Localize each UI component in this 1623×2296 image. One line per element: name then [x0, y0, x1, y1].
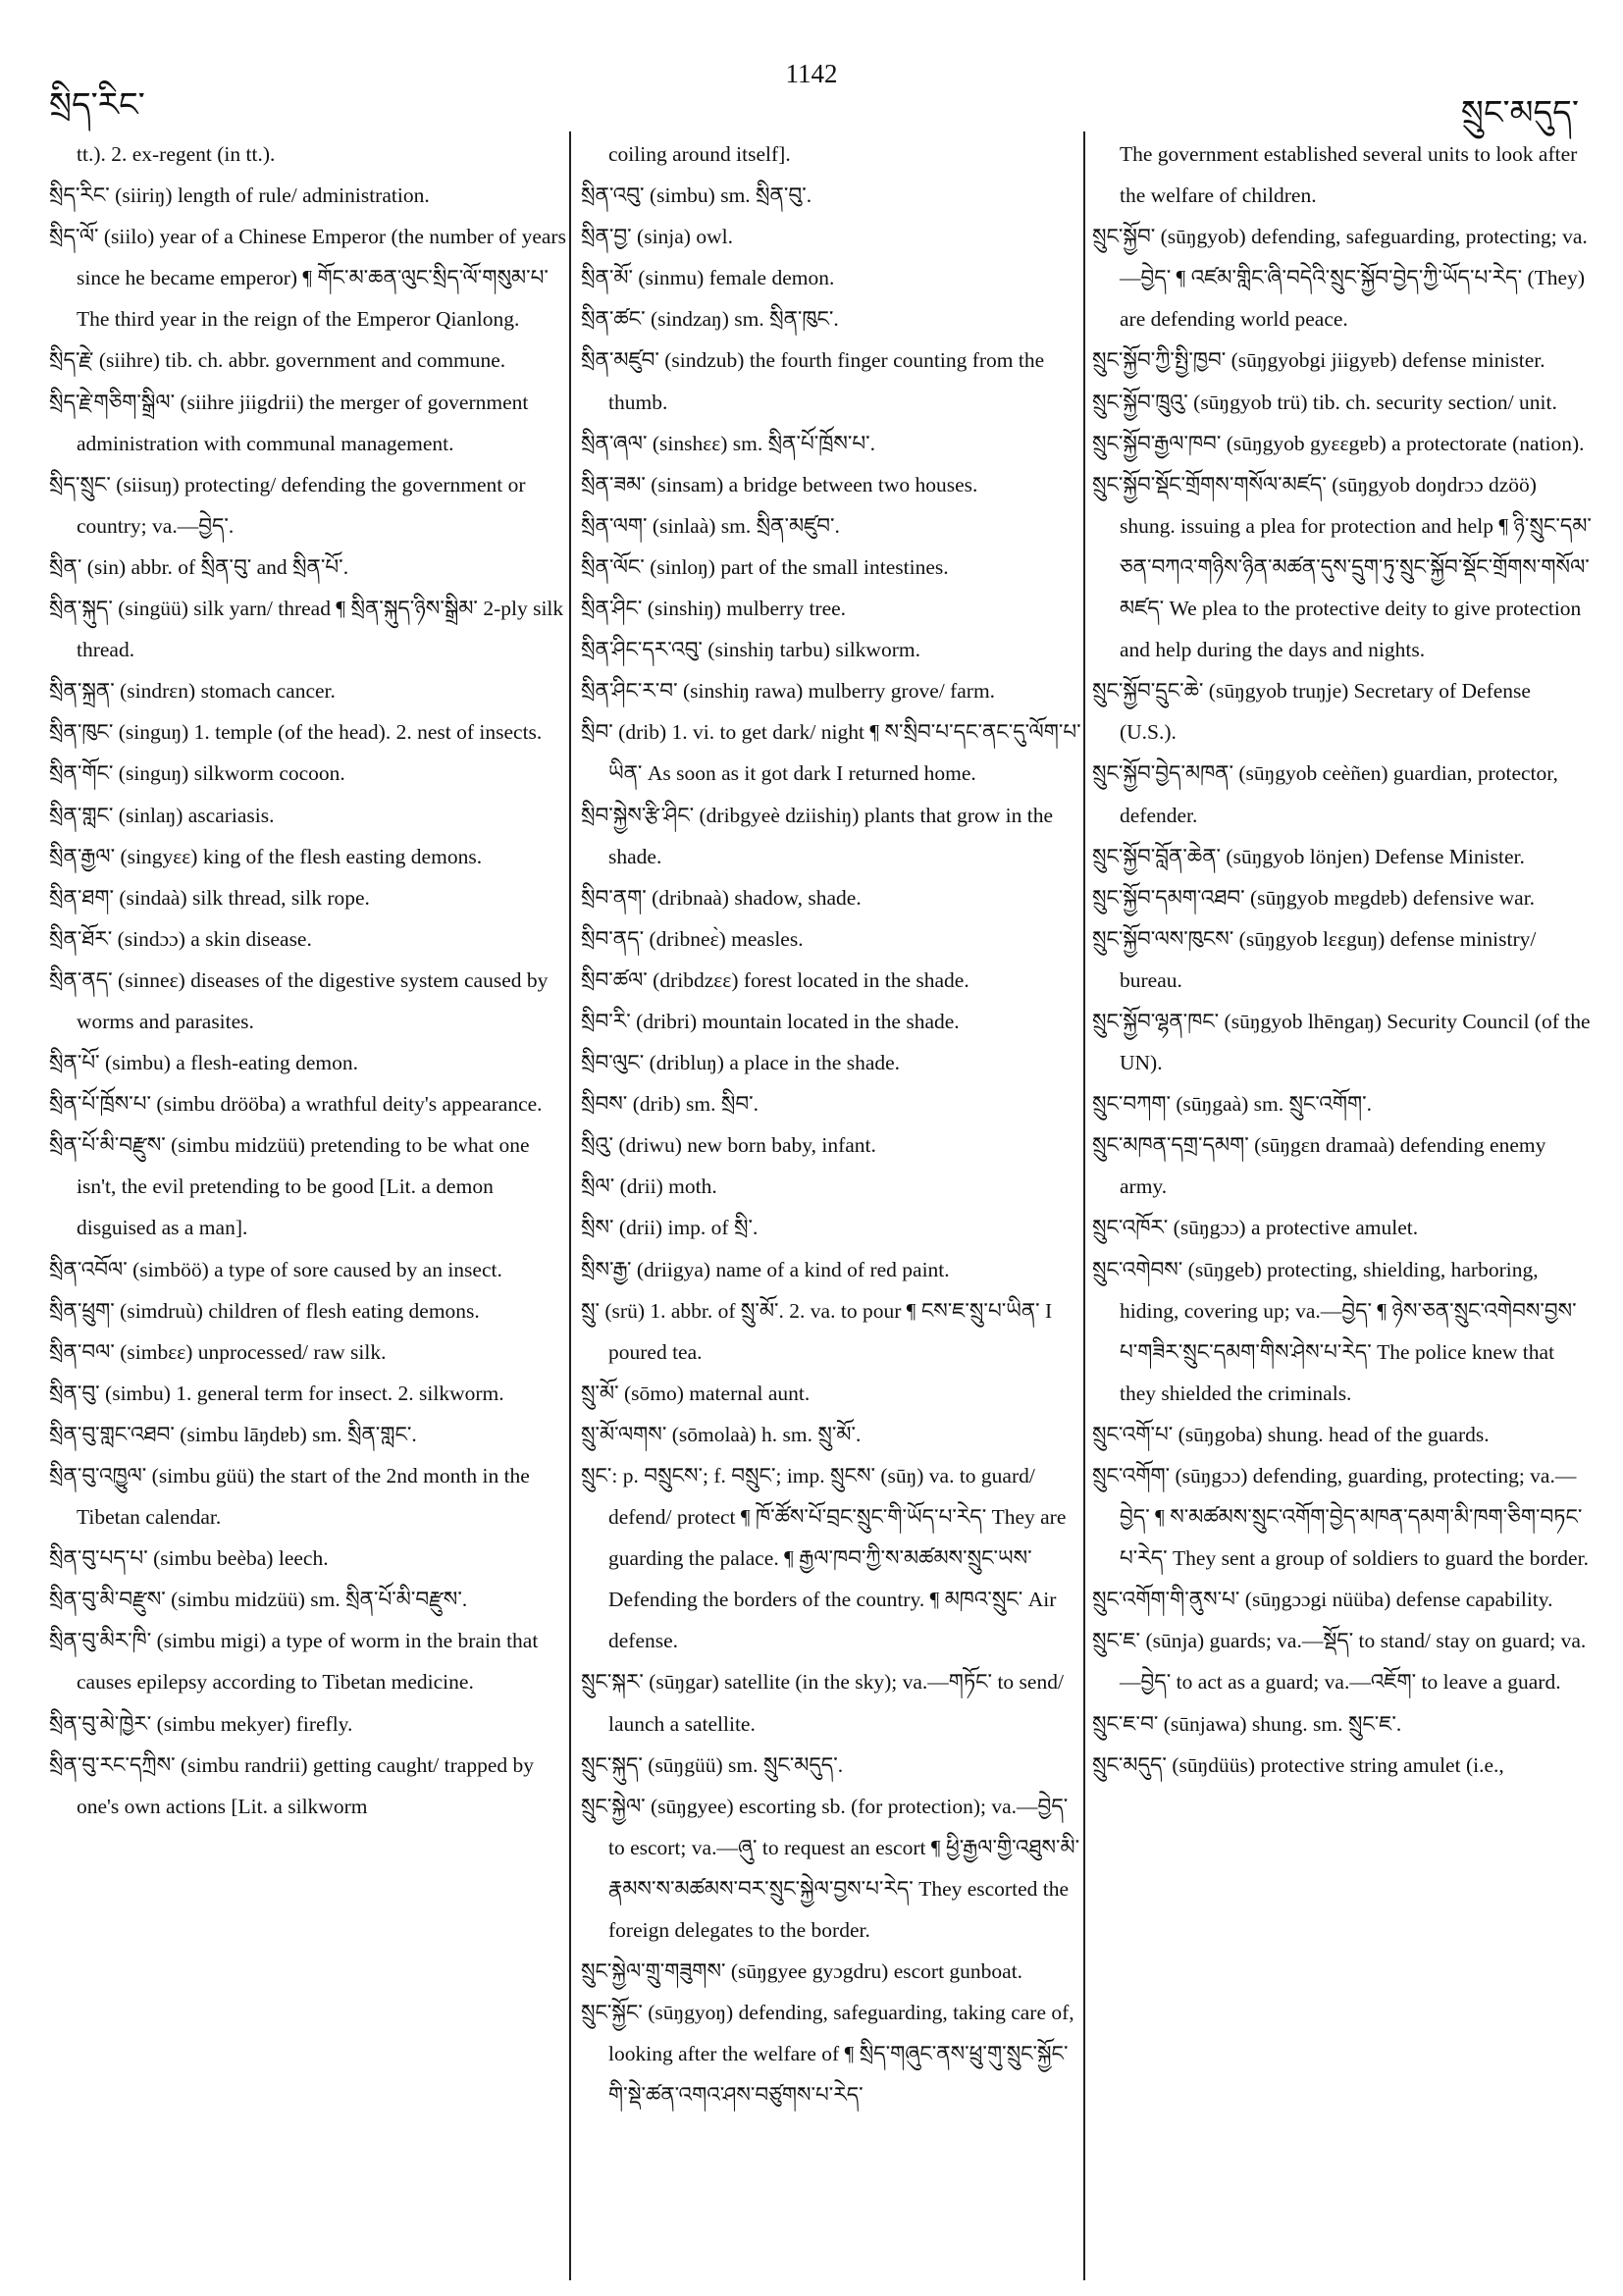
- dictionary-entry: སྲིན་གླང་ (sinlaŋ) ascariasis.: [49, 803, 275, 827]
- dictionary-entry: སྲིབ་རི་ (dribri) mountain located in the shade.: [581, 1009, 960, 1033]
- dictionary-entry: སྲུང་འགོག་གི་ནུས་པ་ (sūŋgɔɔgi nüüba) defense capability.: [1092, 1588, 1553, 1612]
- dictionary-entry: སྲུང་སྐྱོབ་དམག་འཐབ་ (sūŋgyob mɐgdɐb) defensive war.: [1092, 885, 1536, 910]
- dictionary-entry: སྲིན་འབོལ་ (simböö) a type of sore caused by an insect.: [49, 1257, 502, 1281]
- right-running-head: སྲུང་མདུད་: [1460, 93, 1579, 132]
- page-number: 1142: [785, 59, 838, 88]
- dictionary-entry: སྲུང་སྐྱོབ་ཀྱི་སྤྱི་ཁྱབ་ (sūŋgyobgi jiigyɐb) defense minister.: [1092, 348, 1545, 373]
- dictionary-entry: སྲིན་བལ་ (simbɛɛ) unprocessed/ raw silk.: [49, 1339, 387, 1364]
- dictionary-entry: སྲུ་མོ་ལགས་ (sōmolaà) h. sm. སྲུ་མོ་.: [581, 1422, 862, 1446]
- dictionary-entry: སྲིན་ཤིང་ (sinshiŋ) mulberry tree.: [581, 597, 847, 621]
- dictionary-entry: སྲུང་འགོ་པ་ (sūŋgoba) shung. head of the guards.: [1092, 1422, 1490, 1446]
- dictionary-entry: སྲུང་འགེབས་ (sūŋgeb) protecting, shielding, harboring, hiding, covering up; va.—བྱེད་ ¶ ཉེས་ཅན་སྲུང་འགེབས་བྱས་པ་གཟིར་སྲུང་དམག་གིས་ཤེས་པ་རེད་ The police knew that they shielded the criminals.: [1092, 1257, 1577, 1405]
- dictionary-entry: སྲུང་འགོག་ (sūŋgɔɔ) defending, guarding, protecting; va.—བྱེད་ ¶ ས་མཚམས་སྲུང་འགོག་བྱེད་མཁན་དམག་མི་ཁག་ཅིག་བཏང་པ་རེད་ They sent a group of soldiers to guard the border.: [1092, 1464, 1589, 1571]
- dictionary-entry: སྲིལ་ (drii) moth.: [581, 1174, 717, 1199]
- dictionary-entry: སྲུང་སྐྱོབ་བྱེད་མཁན་ (sūŋgyob ceèñen) guardian, protector, defender.: [1092, 761, 1558, 827]
- dictionary-entry: སྲུང་སྐྱོང་ (sūŋgyoŋ) defending, safeguarding, taking care of, looking after the welfare of ¶ སྲིད་གཞུང་ནས་ཕྲུ་གུ་སྲུང་སྐྱོང་གི་སྡེ་ཚན་འགའ་ཤས་བཙུགས་པ་རེད་: [581, 2001, 1074, 2108]
- dictionary-entry: སྲུ་མོ་ (sōmo) maternal aunt.: [581, 1381, 811, 1405]
- dictionary-entry: སྲུ་ (srü) 1. abbr. of སྲུ་མོ་. 2. va. to pour ¶ ངས་ཇ་སྲུ་པ་ཡིན་ I poured tea.: [581, 1298, 1053, 1364]
- dictionary-entry: སྲུང་སྐུད་ (sūŋgüü) sm. སྲུང་མདུད་.: [581, 1752, 844, 1777]
- dictionary-entry: སྲིབ་ནག་ (dribnaà) shadow, shade.: [581, 885, 862, 910]
- dictionary-entry: སྲིས་རྒྱ་ (driigya) name of a kind of red paint.: [581, 1257, 950, 1281]
- dictionary-entry: སྲིན་ཟམ་ (sinsam) a bridge between two houses.: [581, 472, 978, 496]
- dictionary-entry: སྲིན་ཤིང་ར་བ་ (sinshiŋ rawa) mulberry grove/ farm.: [581, 679, 996, 704]
- dictionary-entry: སྲིན་ཐོར་ (sindɔɔ) a skin disease.: [49, 926, 312, 951]
- dictionary-entry: སྲིད་ལོ་ (siilo) year of a Chinese Emperor (the number of years since he became emperor) ¶ གོང་མ་ཆན་ལུང་སྲིད་ལོ་གསུམ་པ་ The third year in the reign of the Emperor Qianlong.: [49, 225, 566, 332]
- dictionary-entry: སྲིན་ཁུང་ (singuŋ) 1. temple (of the head). 2. nest of insects.: [49, 720, 543, 745]
- dictionary-entry: སྲིན་བུ་པད་པ་ (simbu beèba) leech.: [49, 1546, 329, 1571]
- dictionary-entry: སྲིན་སྐྲན་ (sindrɛn) stomach cancer.: [49, 679, 336, 704]
- dictionary-entry: སྲིན་རྒྱལ་ (singyɛɛ) king of the flesh easting demons.: [49, 844, 483, 868]
- entry-continuation: The government established several units to look after the welfare of children.: [1120, 142, 1578, 208]
- dictionary-entry: སྲིན་གོང་ (singuŋ) silkworm cocoon.: [49, 761, 345, 786]
- dictionary-entry: སྲིད་སྲུང་ (siisuŋ) protecting/ defending the government or country; va.—བྱེད་.: [49, 472, 526, 538]
- dictionary-entry: སྲིན་ཚང་ (sindzaŋ) sm. སྲིན་ཁུང་.: [581, 307, 839, 332]
- dictionary-entry: སྲུང་སྐར་ (sūŋgar) satellite (in the sky); va.—གཏོང་ to send/ launch a satellite.: [581, 1670, 1064, 1736]
- dictionary-entry: སྲིན་འབུ་ (simbu) sm. སྲིན་བུ་.: [581, 183, 812, 208]
- entry-continuation: coiling around itself].: [608, 142, 791, 166]
- dictionary-entry: སྲིད་རྗེ་ (siihre) tib. ch. abbr. government and commune.: [49, 348, 506, 373]
- column-divider: [569, 131, 571, 2280]
- left-running-head: སྲིད་རིང་: [49, 85, 145, 125]
- dictionary-entry: སྲིན་བུ་འཁྱུལ་ (simbu güü) the start of the 2nd month in the Tibetan calendar.: [49, 1464, 530, 1530]
- dictionary-entry: སྲུང་མདུད་ (sūŋdüüs) protective string amulet (i.e.,: [1092, 1752, 1504, 1777]
- dictionary-entry: སྲུང་འཁོར་ (sūŋgɔɔ) a protective amulet.: [1092, 1216, 1419, 1240]
- dictionary-entry: སྲིན་ཞལ་ (sinshɛɛ) sm. སྲིན་པོ་ཁྲོས་པ་.: [581, 431, 876, 455]
- dictionary-entry: སྲིན་བུ་མེ་ཁྱེར་ (simbu mekyer) firefly.: [49, 1711, 353, 1736]
- column-2: [581, 133, 1081, 2282]
- dictionary-entry: སྲིབ་ཚལ་ (dribdzɛɛ) forest located in the shade.: [581, 967, 969, 992]
- dictionary-entry: སྲུང་སྐྱོབ་ལས་ཁུངས་ (sūŋgyob lɛɛguŋ) defense ministry/ bureau.: [1092, 926, 1537, 992]
- dictionary-entry: སྲིབས་ (drib) sm. སྲིབ་.: [581, 1092, 759, 1117]
- dictionary-entry: སྲུང་སྐྱེལ་ (sūŋgyee) escorting sb. (for protection); va.—བྱེད་ to escort; va.—ཞུ་ to request an escort ¶ ཕྱི་རྒྱལ་གྱི་འཐུས་མི་ རྣམས་ས་མཚམས་བར་སྲུང་སྐྱེལ་བྱས་པ་རེད་ They escorted the foreign delegates to the border.: [581, 1794, 1080, 1943]
- dictionary-entry: སྲིན་ཐག་ (sindaà) silk thread, silk rope.: [49, 885, 370, 910]
- dictionary-entry: སྲིབ་སྐྱེས་རྩི་ཤིང་ (dribgyeè dziishiŋ) plants that grow in the shade.: [581, 803, 1054, 868]
- dictionary-entry: སྲིན་བུ་རང་དཀྲིས་ (simbu randrii) getting caught/ trapped by one's own actions [Lit. a silkworm: [49, 1752, 534, 1818]
- dictionary-entry: སྲིབ་ལུང་ (dribluŋ) a place in the shade.: [581, 1051, 901, 1075]
- dictionary-entry: སྲིན་ལག་ (sinlaà) sm. སྲིན་མཛུབ་.: [581, 513, 840, 538]
- dictionary-entry: སྲིན་ཤིང་དར་འབུ་ (sinshiŋ tarbu) silkworm.: [581, 638, 920, 662]
- dictionary-entry: སྲུང་སྐྱོབ་རྒྱལ་ཁབ་ (sūŋgyob gyɛɛgɐb) a protectorate (nation).: [1092, 431, 1585, 455]
- dictionary-entry: སྲུང་ཇ་ (sūnja) guards; va.—སྡོད་ to stand/ stay on guard; va.—བྱེད་ to act as a guard; va.—འཇོག་ to leave a guard.: [1092, 1629, 1587, 1695]
- dictionary-entry: སྲུང་བཀག་ (sūŋgaà) sm. སྲུང་འགོག་.: [1092, 1092, 1372, 1117]
- page-header: [0, 49, 1623, 132]
- dictionary-entry: སྲིན་བུ་མི་བརྫུས་ (simbu midzüü) sm. སྲིན་པོ་མི་བརྫུས་.: [49, 1588, 468, 1612]
- dictionary-entry: སྲུང་: p. བསྲུངས་; f. བསྲུང་; imp. སྲུངས་ (sūŋ) va. to guard/ defend/ protect ¶ ཁོ་ཚོས་པོ་བྲང་སྲུང་གི་ཡོད་པ་རེད་ They are guarding the palace. ¶ རྒྱལ་ཁབ་ཀྱི་ས་མཚམས་སྲུང་ཡས་ Defending the borders of the country. ¶ མཁའ་སྲུང་ Air defense.: [581, 1464, 1067, 1653]
- dictionary-entry: སྲུང་སྐྱེལ་གྲུ་གཟུགས་ (sūŋgyee gyɔgdru) escort gunboat.: [581, 1959, 1023, 1984]
- dictionary-entry: སྲིན་བུ་གླང་འཐབ་ (simbu lāŋdɐb) sm. སྲིན་གླང་.: [49, 1422, 417, 1446]
- dictionary-entry: སྲུང་སྐྱོབ་ལྷན་ཁང་ (sūŋgyob lhēngaŋ) Security Council (of the UN).: [1092, 1009, 1591, 1075]
- dictionary-entry: སྲིན་པོ་ཁྲོས་པ་ (simbu drööba) a wrathful deity's appearance.: [49, 1092, 543, 1117]
- dictionary-entry: སྲིས་ (drii) imp. of སྲི་.: [581, 1216, 759, 1240]
- dictionary-entry: སྲིབ་ནད་ (dribneɛ̀) measles.: [581, 926, 804, 951]
- dictionary-entry: སྲིན་བུ་ (simbu) 1. general term for insect. 2. silkworm.: [49, 1381, 504, 1405]
- dictionary-entry: སྲུང་མཁན་དགྲ་དམག་ (sūŋgɛn dramaà) defending enemy army.: [1092, 1133, 1546, 1199]
- dictionary-entry: སྲིན་སྐུད་ (singüü) silk yarn/ thread ¶ སྲིན་སྐུད་ཉིས་སྒྲིམ་ 2-ply silk thread.: [49, 597, 564, 662]
- dictionary-entry: སྲིན་པོ་ (simbu) a flesh-eating demon.: [49, 1051, 358, 1075]
- dictionary-entry: སྲིའུ་ (driwu) new born baby, infant.: [581, 1133, 876, 1158]
- dictionary-entry: སྲིན་ (sin) abbr. of སྲིན་བུ་ and སྲིན་པོ་.: [49, 554, 349, 579]
- column-divider: [1083, 131, 1085, 2280]
- entry-continuation: tt.). 2. ex-regent (in tt.).: [77, 142, 276, 166]
- dictionary-entry: སྲིད་རིང་ (siiriŋ) length of rule/ administration.: [49, 183, 430, 208]
- dictionary-entry: སྲིན་མོ་ (sinmu) female demon.: [581, 266, 835, 290]
- dictionary-entry: སྲིན་ཕྲུག་ (simdruù) children of flesh eating demons.: [49, 1298, 480, 1323]
- dictionary-entry: སྲིན་ནད་ (sinneɛ) diseases of the digestive system caused by worms and parasites.: [49, 967, 549, 1033]
- dictionary-entry: སྲུང་སྐྱོབ་ཁྲུའུ་ (sūŋgyob trü) tib. ch. security section/ unit.: [1092, 390, 1557, 414]
- dictionary-entry: སྲིན་བྱ་ (sinja) owl.: [581, 225, 733, 249]
- dictionary-entry: སྲུང་སྐྱོབ་ (sūŋgyob) defending, safeguarding, protecting; va.—བྱེད་ ¶ འཛམ་གླིང་ཞི་བདེའི་སྲུང་སྐྱོབ་བྱེད་ཀྱི་ཡོད་པ་རེད་ (They) are defending world peace.: [1092, 225, 1588, 332]
- dictionary-entry: སྲིན་བུ་མིར་ཁི་ (simbu migi) a type of worm in the brain that causes epilepsy according to Tibetan medicine.: [49, 1629, 539, 1695]
- column-3: [1092, 133, 1593, 2282]
- dictionary-entry: སྲུང་སྐྱོབ་སྡོང་གྲོགས་གསོལ་མཛད་ (sūŋgyob doŋdrɔɔ dzöö) shung. issuing a plea for protection and help ¶ ཉི་སྲུང་དམ་ཅན་བཀའ་གཉིས་ཉིན་མཚན་དུས་དྲུག་ཏུ་སྲུང་སྐྱོབ་སྡོང་གྲོགས་གསོལ་མཛད་ We plea to the protective deity to give protection and help during the days and nights.: [1092, 472, 1592, 662]
- column-1: [49, 133, 569, 2282]
- dictionary-entry: སྲུང་སྐྱོབ་བློན་ཆེན་ (sūŋgyob lönjen) Defense Minister.: [1092, 844, 1525, 868]
- dictionary-entry: སྲིན་ལོང་ (sinloŋ) part of the small intestines.: [581, 554, 949, 579]
- dictionary-entry: སྲིབ་ (drib) 1. vi. to get dark/ night ¶ ས་སྲིབ་པ་དང་ནང་དུ་ལོག་པ་ཡིན་ As soon as it got dark I returned home.: [581, 720, 1081, 786]
- dictionary-entry: སྲིད་རྗེ་གཅིག་སྒྲིལ་ (siihre jiigdrii) the merger of government administration with communal management.: [49, 390, 529, 455]
- dictionary-entry: སྲིན་མཛུབ་ (sindzub) the fourth finger counting from the thumb.: [581, 348, 1045, 414]
- dictionary-entry: སྲིན་པོ་མི་བརྫུས་ (simbu midzüü) pretending to be what one isn't, the evil pretending to be good [Lit. a demon disguised as a man].: [49, 1133, 530, 1240]
- dictionary-entry: སྲུང་ཇ་བ་ (sūnjawa) shung. sm. སྲུང་ཇ་.: [1092, 1711, 1402, 1736]
- dictionary-entry: སྲུང་སྐྱོབ་དྲུང་ཆེ་ (sūŋgyob truŋje) Secretary of Defense (U.S.).: [1092, 679, 1531, 745]
